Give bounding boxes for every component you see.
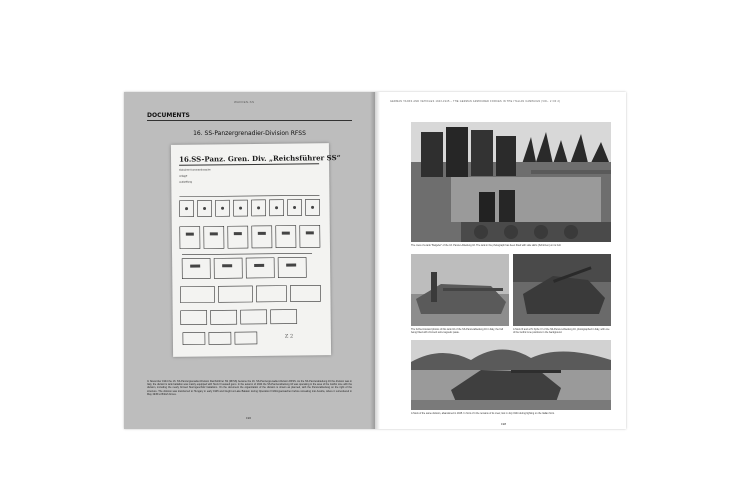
document-caption: In November 1944 the 16. SS-Panzergrenadier-Division Reichsführer SS (RFSS) became the 16. SS-Panzergrenadier-Division RFSS. As the SS-Panzerabteilung 16 the division was in Italy, the division's tank battalion was mainly equipped with StuG III assault guns. In the autumn of 1944 the SS-Panzerabteilung 16 was operating in the area of the Gothic Line with the division, including the newly formed Sturmgeschütz battalions. On the document the organization of the division is shown as planned, with the Panzerabteilung on the right of the structure. The division was transferred to Hungary in early 1945 and fought at Lake Balaton during Operation Frühlingserwachen before retreating into Austria, where it surrendered in May 1945 to British forces. bbox=[147, 380, 352, 396]
photo-abandoned-stug bbox=[411, 340, 611, 410]
photo-abandoned-stug-image bbox=[411, 340, 611, 410]
caption-bottom-photo: A StuG of the same division, abandoned in 1945. In front of it the remains of its crew; lost in July 1944 during fighting on the Italian front. bbox=[411, 412, 555, 415]
document-field: Geheime Kommandosache bbox=[179, 168, 211, 172]
left-page bbox=[124, 92, 375, 429]
document-field: Aufstellung bbox=[179, 180, 193, 184]
organization-diagram bbox=[171, 143, 331, 357]
photo-tank-crew bbox=[411, 122, 611, 242]
organization-chart-document bbox=[171, 143, 341, 357]
caption-top-photo: The crew of a tank "Belgefer" of the 16. Panzer-Abteilung 16. The tank in the photograph has been fitted with side skirts (Schürzen) on its hull. bbox=[411, 244, 562, 247]
document-heading: 16.SS-Panz. Gren. Div. „Reichsführer SS“ bbox=[178, 153, 341, 164]
right-page bbox=[375, 92, 626, 429]
book-spread bbox=[124, 92, 626, 429]
page-number-left: 196 bbox=[246, 416, 252, 420]
running-head-left: WAFFEN-SS bbox=[234, 100, 255, 104]
section-rule bbox=[147, 120, 352, 121]
caption-middle-right-photo: A StuG III and a Pz.Kpfw. IV of the SS-Panzer-Abteilung 16, photographed in Italy, with one of the Gothic Line positions in the background. bbox=[513, 328, 610, 334]
photo-tank-right bbox=[513, 254, 611, 326]
section-label: DOCUMENTS bbox=[147, 112, 190, 119]
document-field: Anlage bbox=[179, 174, 188, 178]
photo-tank-left bbox=[411, 254, 509, 326]
photo-tank-left-image bbox=[411, 254, 509, 326]
document-stamp: Z 2 bbox=[284, 333, 294, 340]
caption-middle-left-photo: The further-forward photos of this tank 16 of the SS-Panzerabteilung 16 in Italy, the hull being fitted with zimmerit anti-magnetic paste. bbox=[411, 328, 504, 334]
page-number-right: 198 bbox=[501, 422, 507, 426]
document-title: 16. SS-Panzergrenadier-Division RFSS bbox=[193, 130, 306, 137]
photo-tank-right-image bbox=[513, 254, 611, 326]
photo-tank-crew-image bbox=[411, 122, 611, 242]
running-head-right: GERMAN TANKS AND VEHICLES 1943-1945 – THE GERMAN ARMOURED FORCES IN THE ITALIAN CAMPAIGN (VOL. 2 OF 2) bbox=[390, 100, 561, 103]
